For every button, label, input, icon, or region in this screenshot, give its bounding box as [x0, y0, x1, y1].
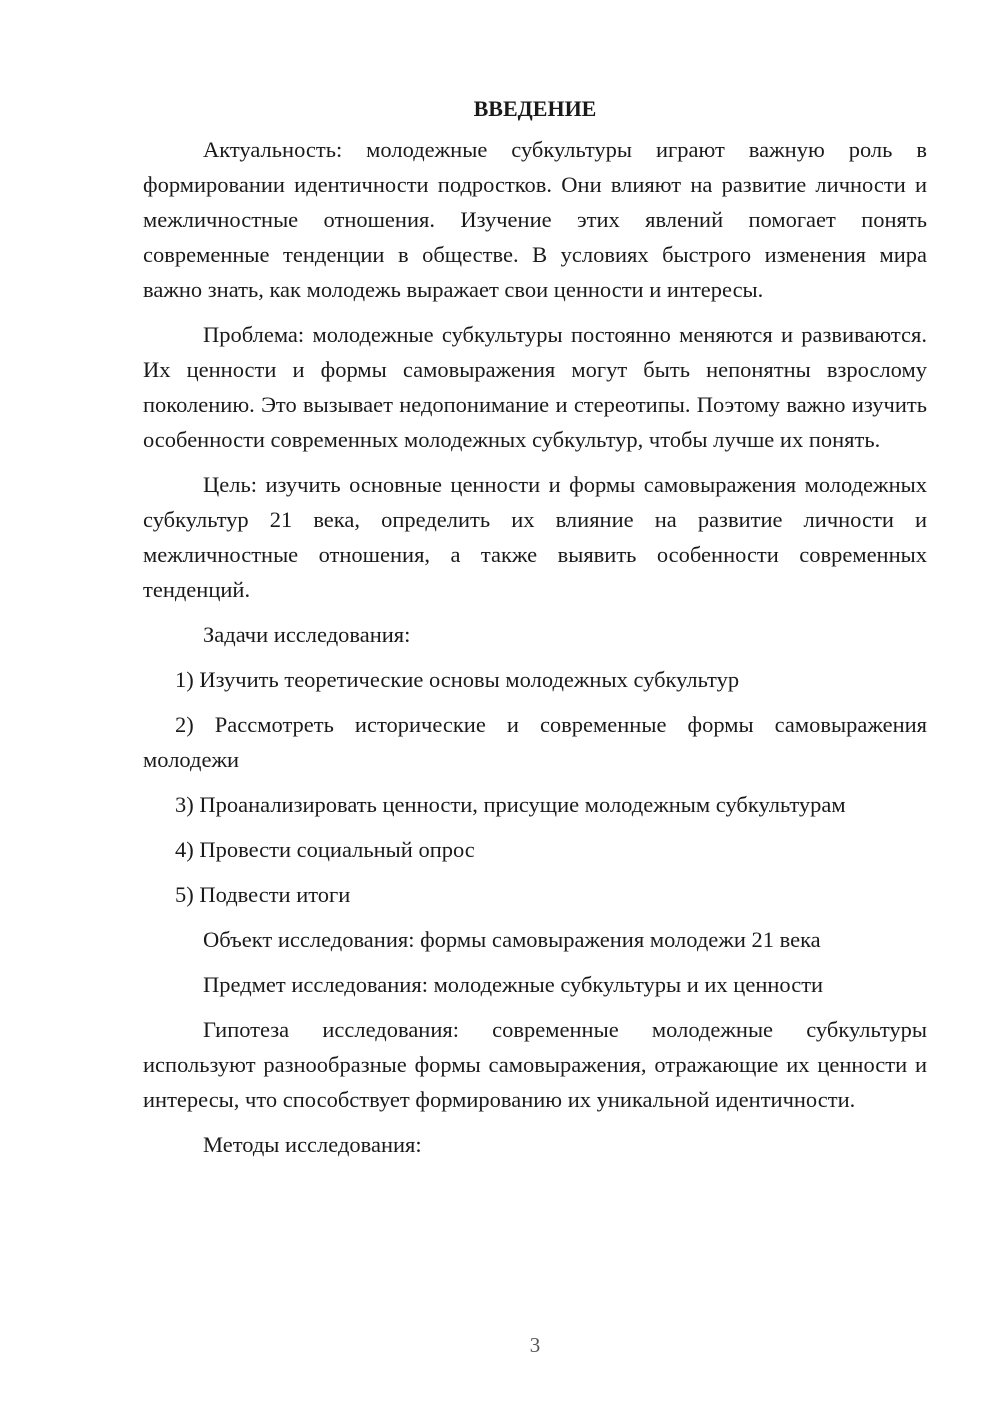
goal-paragraph: Цель: изучить основные ценности и формы самовыражения молодежных субкультур 21 века, определить их влияние на развитие личности и межличностные отношения, а также выявить особенности современных тенденций. [143, 472, 927, 602]
relevance-paragraph: Актуальность: молодежные субкультуры играют важную роль в формировании идентичности подростков. Они влияют на развитие личности и межличностные отношения. Изучение этих явлений помогает понять современные тенденции в обществе. В условиях быстрого изменения мира важно знать, как молодежь выражает свои ценности и интересы. [143, 137, 927, 302]
document-page [143, 90, 927, 1172]
hypothesis-paragraph: Гипотеза исследования: современные молодежные субкультуры используют разнообразные формы самовыражения, отражающие их ценности и интересы, что способствует формированию их уникальной идентичности. [143, 1017, 927, 1112]
task-item: 3) Проанализировать ценности, присущие молодежным субкультурам [175, 792, 846, 817]
methods-heading: Методы исследования: [203, 1132, 422, 1157]
page-number: 3 [529, 1333, 541, 1357]
task-item: 4) Провести социальный опрос [175, 837, 475, 862]
problem-paragraph: Проблема: молодежные субкультуры постоянно меняются и развиваются. Их ценности и формы самовыражения могут быть непонятны взрослому поколению. Это вызывает недопонимание и стереотипы. Поэтому важно изучить особенности современных молодежных субкультур, чтобы лучше их понять. [143, 322, 927, 452]
task-item: 2) Рассмотреть исторические и современные формы самовыражения молодежи [143, 712, 927, 772]
object-line: Объект исследования: формы самовыражения молодежи 21 века [203, 927, 821, 952]
task-item: 5) Подвести итоги [175, 882, 351, 907]
subject-line: Предмет исследования: молодежные субкультуры и их ценности [203, 972, 824, 997]
tasks-heading: Задачи исследования: [203, 622, 411, 647]
task-item: 1) Изучить теоретические основы молодежных субкультур [175, 667, 740, 692]
section-title: ВВЕДЕНИЕ [473, 96, 597, 121]
